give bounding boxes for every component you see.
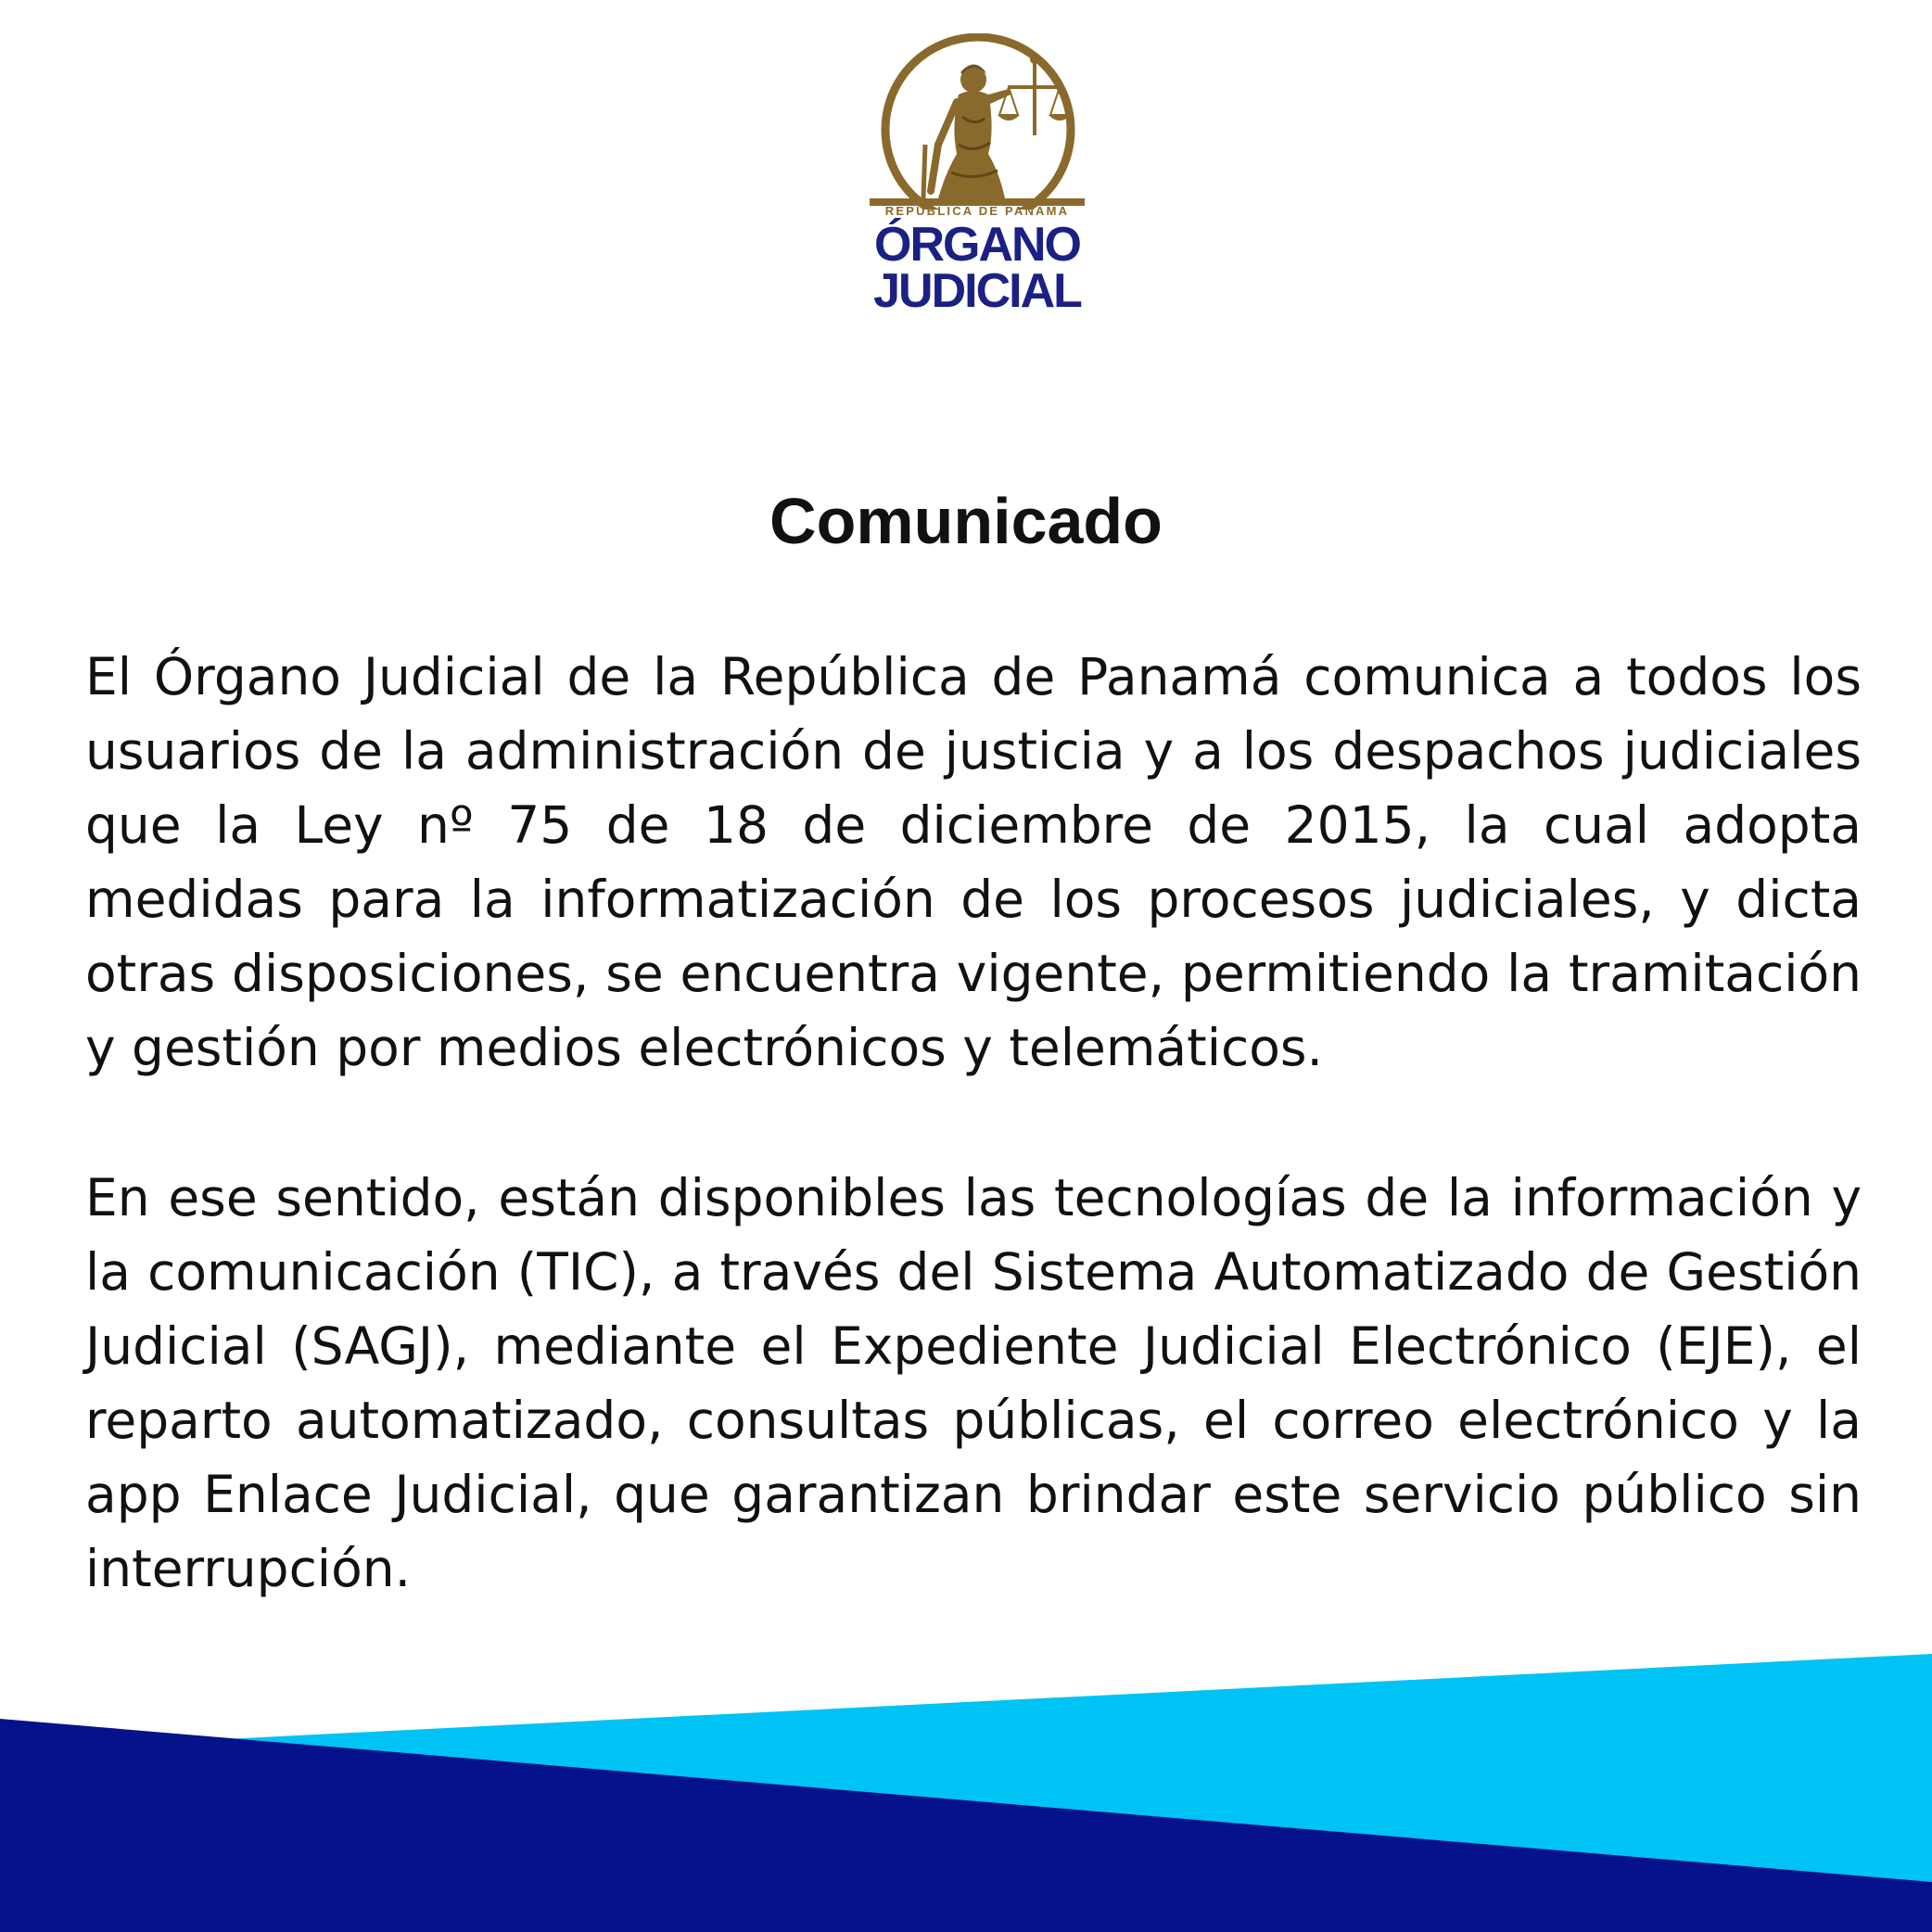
logo-organo-text: ÓRGANO (874, 218, 1080, 272)
logo-country-text: REPÚBLICA DE PANAMÁ (884, 204, 1070, 218)
paragraph-1: El Órgano Judicial de la República de Panamá comunica a todos los usuarios de la administración de justicia y a los despachos judiciales que la Ley nº 75 de 18 de diciembre de 2015, la cual adopta medidas para la informatización de los procesos judiciales, y dicta otras disposiciones, se encuentra vigente, permitiendo la tramitación y gestión por medios electrónicos y telemáticos. (85, 647, 1862, 1077)
paragraph-2: En ese sentido, están disponibles las tecnologías de la información y la comunicación (TIC), a través del Sistema Automatizado de Gestión Judicial (SAGJ), mediante el Expediente Judicial Electrónico (EJE), el reparto automatizado, consultas públicas, el correo electrónico y la app Enlace Judicial, que garantizan brindar este servicio público sin interrupción. (85, 1168, 1862, 1598)
justice-figure-icon (870, 33, 1085, 210)
logo-judicial-text: JUDICIAL (873, 264, 1081, 318)
organo-judicial-logo (870, 33, 1085, 318)
footer-light-blue-stripe (0, 1654, 1932, 1932)
footer-dark-blue-stripe (0, 1719, 1932, 1932)
page-title: Comunicado (769, 485, 1163, 557)
